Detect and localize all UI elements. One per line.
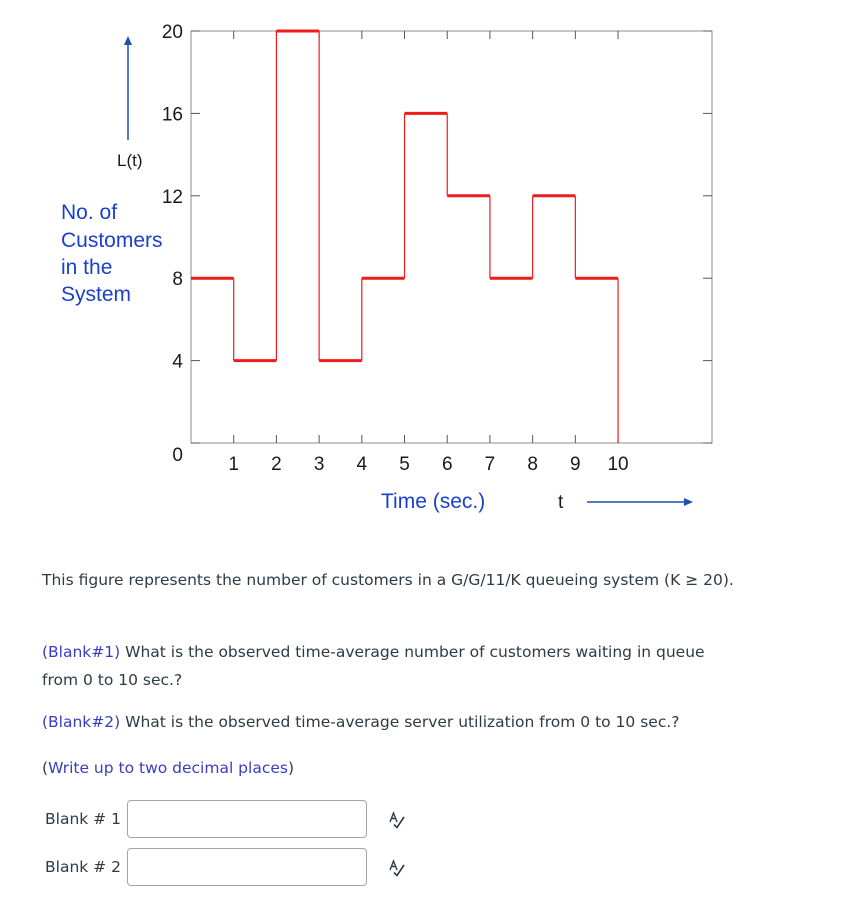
y-tick-label: 20	[161, 22, 183, 43]
y-tick-label: 12	[161, 186, 183, 208]
axis-ticks	[191, 31, 712, 443]
question-intro: This figure represents the number of customers in a G/G/11/K queueing system (K ≥ 20).	[42, 571, 734, 589]
y-tick-label: 0	[172, 445, 183, 466]
blank-1-label: Blank # 1	[45, 810, 121, 828]
x-tick-label: 6	[441, 454, 453, 475]
x-tick-label: 3	[313, 454, 325, 475]
x-tick-label: 4	[356, 454, 368, 475]
x-tick-label: 7	[484, 454, 496, 475]
x-tick-labels	[228, 454, 628, 475]
y-axis-label-line-3: in the	[61, 256, 113, 279]
decimal-note	[42, 754, 742, 782]
y-axis-label-line-2: Customers	[61, 229, 163, 252]
y-variable-label: L(t)	[117, 151, 143, 170]
blank-1-question-text: What is the observed time-average number of customers waiting in queue from 0 to 10 sec.?	[42, 643, 705, 689]
y-tick-label: 8	[172, 269, 183, 291]
y-axis-label-line-1: No. of	[61, 201, 118, 224]
blank-2-tag: (Blank#2)	[42, 713, 121, 731]
step-series	[191, 31, 618, 443]
x-tick-label: 8	[527, 454, 538, 475]
note-close-paren: )	[287, 759, 295, 777]
x-tick-label: 10	[607, 454, 629, 475]
question-blank-1	[42, 638, 742, 694]
plot-frame	[191, 31, 712, 443]
x-tick-label: 9	[570, 454, 581, 475]
plot-border	[191, 31, 712, 443]
x-tick-label: 2	[271, 454, 282, 475]
note-text: Write up to two decimal places	[48, 759, 288, 777]
note-open-paren: (	[42, 759, 49, 777]
spellcheck-icon[interactable]	[388, 859, 406, 877]
y-tick-labels	[162, 22, 184, 466]
blank-1-tag: (Blank#1)	[42, 643, 121, 661]
y-axis-label-line-4: System	[61, 283, 132, 306]
spellcheck-icon[interactable]	[388, 811, 406, 829]
y-tick-label: 16	[161, 104, 183, 126]
blank-1-input[interactable]	[127, 800, 367, 838]
blank-2-input[interactable]	[127, 848, 367, 886]
y-tick-label: 4	[172, 351, 183, 373]
blank-2-question-text: What is the observed time-average server utilization from 0 to 10 sec.?	[120, 713, 680, 731]
x-tick-label: 5	[399, 454, 410, 475]
blank-2-label: Blank # 2	[45, 858, 121, 876]
x-arrow-head	[684, 498, 693, 506]
y-arrow-head	[124, 36, 132, 45]
x-tick-label: 1	[228, 454, 239, 475]
x-axis-label: Time (sec.)	[381, 490, 486, 513]
x-variable-label: t	[558, 492, 564, 513]
question-blank-2	[42, 708, 742, 736]
